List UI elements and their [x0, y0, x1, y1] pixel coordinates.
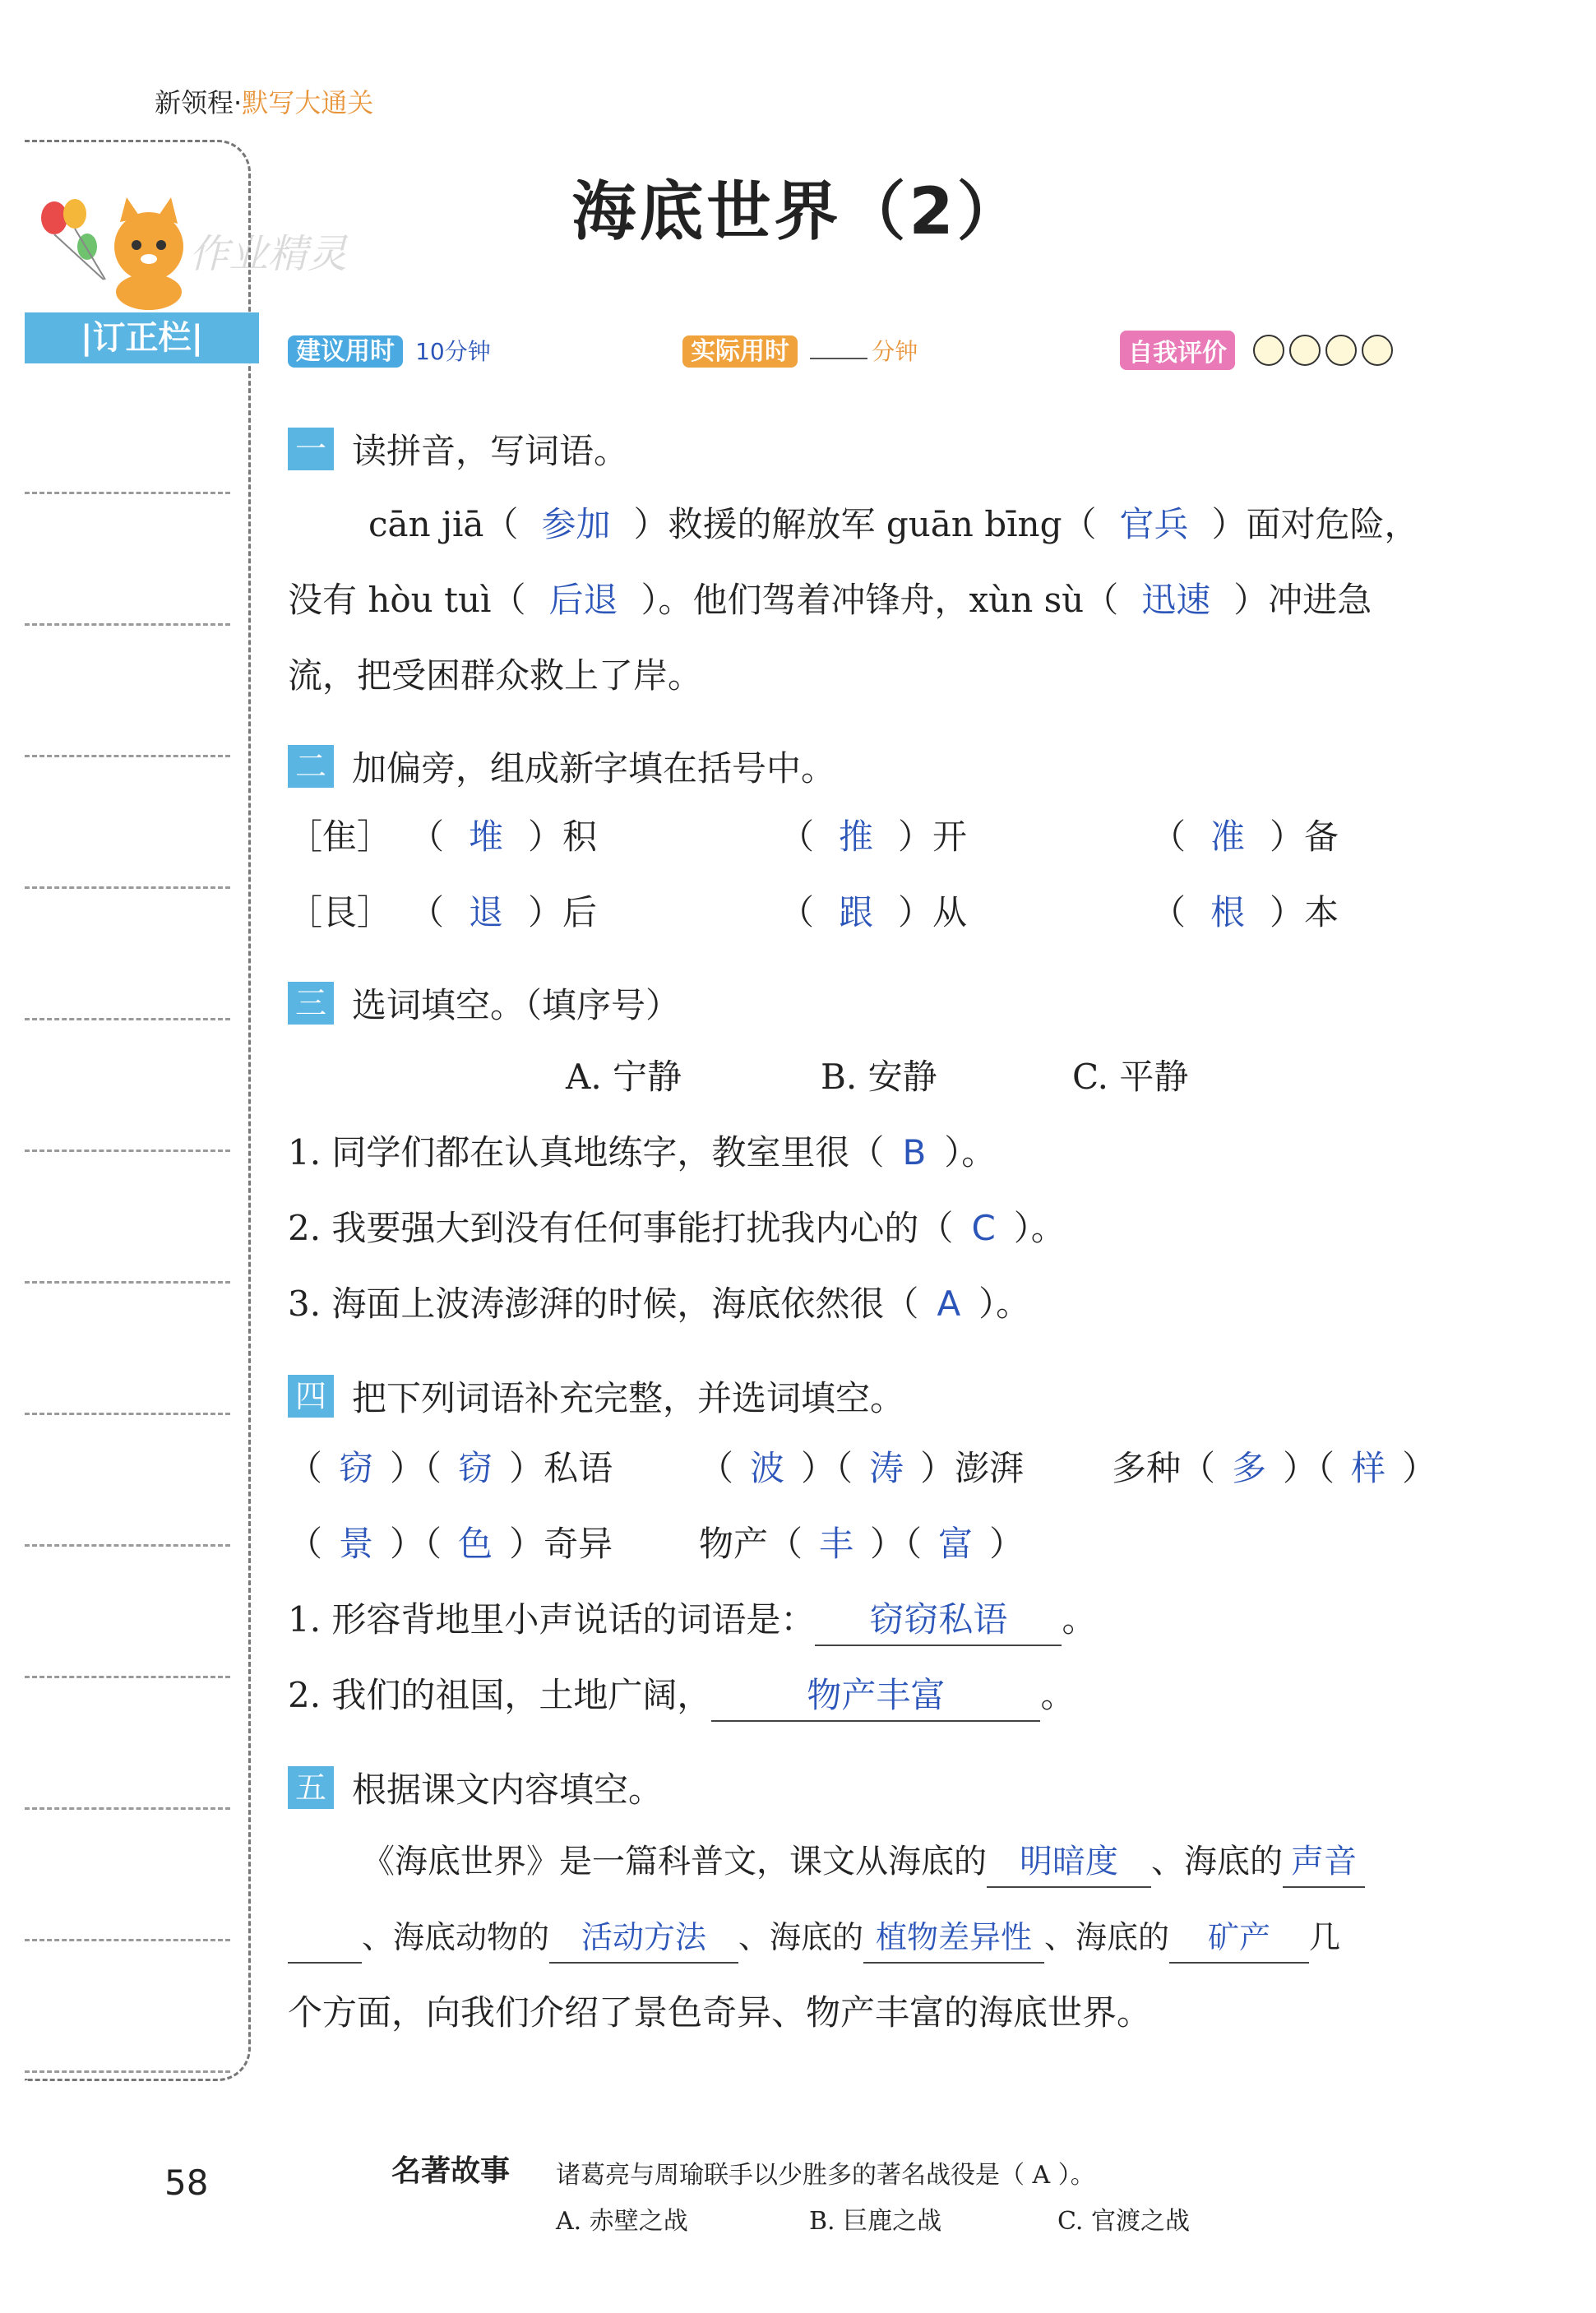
- actual-label: 实际用时: [682, 335, 798, 368]
- suggest-value: 10分钟: [415, 338, 491, 365]
- correction-rule: [25, 1413, 230, 1415]
- section-2-head: [288, 742, 835, 791]
- text: ）积: [528, 816, 598, 857]
- text: ）: [1402, 1448, 1437, 1488]
- text: ）冲进急: [1233, 580, 1372, 620]
- correction-column: [25, 140, 251, 2081]
- answer: 退: [469, 892, 504, 932]
- continued-blank: [288, 1913, 362, 1964]
- text: cān jiā（: [368, 504, 519, 544]
- text: ）私语: [509, 1448, 613, 1488]
- correction-label: |订正栏|: [25, 312, 259, 363]
- text: 1. 同学们都在认真地练字，教室里很（: [288, 1132, 885, 1173]
- famous-story-question: 诸葛亮与周瑜联手以少胜多的著名战役是（ A ）。: [556, 2161, 1095, 2190]
- s4-word-1: [288, 1444, 613, 1493]
- text: ）（: [870, 1524, 923, 1564]
- text: ）救援的解放军 guān bīng（: [633, 504, 1097, 544]
- s2-item: [1151, 888, 1339, 937]
- correction-rule: [25, 1807, 230, 1810]
- answer: 景: [339, 1524, 374, 1564]
- s3-question-1: [288, 1128, 996, 1177]
- answer: 推: [839, 816, 874, 857]
- answer: 后退: [548, 580, 618, 620]
- s3-option-c: C. 平静: [1072, 1057, 1189, 1097]
- text: ）。他们驾着冲锋舟，xùn sù（: [641, 580, 1119, 620]
- s4-word-3: [1112, 1444, 1436, 1493]
- text: 。: [1062, 1599, 1097, 1640]
- answer-blank: 植物差异性: [863, 1913, 1044, 1964]
- text: 《海底世界》是一篇科普文，课文从海底的: [362, 1843, 987, 1880]
- correction-rule: [25, 1544, 230, 1547]
- answer: 多: [1232, 1448, 1267, 1488]
- text: 2. 我们的祖国，土地广阔，: [288, 1675, 712, 1715]
- answer: 色: [458, 1524, 493, 1564]
- self-eval: [1120, 331, 1398, 370]
- answer: 丰: [819, 1524, 854, 1564]
- text: 。: [1040, 1675, 1076, 1715]
- answer: B: [902, 1132, 927, 1173]
- section-number: 二: [288, 745, 334, 788]
- series-subtitle: 默写大通关: [242, 87, 374, 118]
- section-number: 一: [288, 428, 334, 470]
- text: ）（: [390, 1448, 442, 1488]
- correction-rule: [25, 1939, 230, 1941]
- s2-row-1: [288, 812, 391, 862]
- answer: 富: [938, 1524, 974, 1564]
- text: （: [699, 1448, 734, 1488]
- s3-question-2: [288, 1204, 1066, 1253]
- text: （: [1151, 892, 1187, 932]
- text: ）开: [898, 816, 968, 857]
- s4-word-2: [699, 1444, 1024, 1493]
- text: ）（: [801, 1448, 854, 1488]
- text: （: [288, 1524, 323, 1564]
- text: 几: [1309, 1919, 1341, 1955]
- answer: 堆: [469, 816, 504, 857]
- section-title: 读拼音，写词语。: [352, 431, 629, 471]
- radical-key: ［隹］: [288, 816, 392, 857]
- radical-key: ［艮］: [288, 892, 392, 932]
- section-title: 根据课文内容填空。: [352, 1769, 664, 1810]
- section-1-head: [288, 424, 628, 474]
- text: ）面对危险，: [1211, 504, 1419, 544]
- answer: 窃: [339, 1448, 374, 1488]
- text: 1. 形容背地里小声说话的词语是：: [288, 1599, 816, 1640]
- answer: C: [971, 1208, 996, 1248]
- s2-item: [409, 812, 597, 862]
- answer-blank: 矿产: [1169, 1913, 1309, 1964]
- s2-item: [779, 812, 967, 862]
- answer: 官兵: [1119, 504, 1189, 544]
- text: 没有 hòu tuì（: [288, 580, 526, 620]
- smile-face-icon[interactable]: [1253, 335, 1284, 366]
- correction-rule: [25, 623, 230, 626]
- text: （: [409, 816, 445, 857]
- s5-line-3: 个方面，向我们介绍了景色奇异、物产丰富的海底世界。: [288, 1992, 1152, 2033]
- correction-rule: [25, 1281, 230, 1284]
- actual-unit: 分钟: [872, 338, 918, 365]
- text: （: [779, 892, 815, 932]
- page-number: 58: [164, 2163, 209, 2203]
- answer: 波: [750, 1448, 785, 1488]
- correction-rule: [25, 755, 230, 757]
- s1-line-2: [288, 576, 1372, 625]
- text: 3. 海面上波涛澎湃的时候，海底依然很（: [288, 1284, 919, 1324]
- text: ）备: [1270, 816, 1339, 857]
- text: ）（: [390, 1524, 442, 1564]
- actual-blank[interactable]: [810, 358, 867, 359]
- answer: 样: [1351, 1448, 1386, 1488]
- correction-rule: [25, 1018, 230, 1020]
- answer-blank: 明暗度: [987, 1837, 1151, 1888]
- text: 、海底的: [738, 1919, 864, 1955]
- section-number: 五: [288, 1766, 334, 1809]
- section-number: 三: [288, 982, 334, 1025]
- section-4-head: [288, 1372, 904, 1421]
- s5-line-2: [288, 1913, 1340, 1964]
- correction-rule: [25, 1676, 230, 1678]
- s4-word-4: [288, 1520, 613, 1569]
- s1-line-1: [368, 500, 1419, 549]
- correction-rule: [25, 2070, 230, 2073]
- s3-option-b: B. 安静: [821, 1057, 937, 1097]
- famous-story-title: 名著故事: [391, 2154, 511, 2188]
- answer: 涛: [869, 1448, 904, 1488]
- sad-face-icon[interactable]: [1325, 335, 1357, 366]
- watermark: 作业精灵: [189, 231, 348, 277]
- series-header: [155, 82, 373, 120]
- s4-question-1: [288, 1595, 1096, 1646]
- series-name: 新领程: [155, 87, 234, 118]
- page-title: 海底世界（2）: [571, 175, 1025, 249]
- text: ）。: [944, 1132, 997, 1173]
- answer: 准: [1210, 816, 1246, 857]
- section-title: 加偏旁，组成新字填在括号中。: [352, 748, 836, 789]
- text: 、海底动物的: [362, 1919, 550, 1955]
- text: ）澎湃: [920, 1448, 1025, 1488]
- answer: 迅速: [1141, 580, 1211, 620]
- neutral-face-icon[interactable]: [1289, 335, 1321, 366]
- header-dot: ·: [234, 87, 243, 118]
- text: （: [288, 1448, 323, 1488]
- text: ）。: [1013, 1208, 1066, 1248]
- text: 多种（: [1112, 1448, 1216, 1488]
- answer: 跟: [839, 892, 874, 932]
- section-3-head: [288, 978, 680, 1028]
- s3-question-3: [288, 1279, 1030, 1329]
- section-number: 四: [288, 1375, 334, 1418]
- answer-blank: 窃窃私语: [815, 1595, 1062, 1646]
- time-suggest: [288, 331, 491, 367]
- self-eval-label: 自我评价: [1120, 331, 1235, 370]
- s2-item: [1151, 812, 1339, 862]
- answer-blank: 活动方法: [549, 1913, 738, 1964]
- famous-story-option-c: C. 官渡之战: [1057, 2207, 1190, 2236]
- famous-story-option-b: B. 巨鹿之战: [809, 2207, 942, 2236]
- answer: 根: [1210, 892, 1246, 932]
- section-title: 选词填空。（填序号）: [352, 985, 681, 1025]
- correction-rule: [25, 886, 230, 889]
- famous-story-option-a: A. 赤壁之战: [556, 2207, 688, 2236]
- text: ）: [989, 1524, 1025, 1564]
- s4-word-5: [699, 1520, 1024, 1569]
- text: ）后: [528, 892, 598, 932]
- suggest-label: 建议用时: [288, 335, 403, 368]
- text: 、海底的: [1044, 1919, 1170, 1955]
- text: ）从: [898, 892, 968, 932]
- s1-line-3: 流，把受困群众救上了岸。: [288, 655, 703, 696]
- text: （: [779, 816, 815, 857]
- text: 、海底的: [1151, 1843, 1283, 1880]
- answer-blank: 物产丰富: [711, 1671, 1040, 1722]
- answer: A: [937, 1284, 961, 1324]
- section-5-head: [288, 1763, 663, 1812]
- text: ）奇异: [509, 1524, 613, 1564]
- s5-line-1: [362, 1837, 1365, 1888]
- text: ）本: [1270, 892, 1339, 932]
- correction-rule: [25, 1150, 230, 1152]
- text: ）。: [978, 1284, 1031, 1324]
- cry-face-icon[interactable]: [1362, 335, 1393, 366]
- text: 物产（: [699, 1524, 803, 1564]
- s3-option-a: A. 宁静: [566, 1057, 682, 1097]
- time-actual: [682, 331, 918, 367]
- correction-rule: [25, 492, 230, 494]
- text: ）（: [1283, 1448, 1335, 1488]
- answer: 窃: [458, 1448, 493, 1488]
- s4-question-2: [288, 1671, 1075, 1722]
- s2-item: [779, 888, 967, 937]
- s2-row-2: [288, 888, 391, 937]
- text: （: [1151, 816, 1187, 857]
- section-title: 把下列词语补充完整，并选词填空。: [352, 1378, 905, 1418]
- answer: 参加: [541, 504, 611, 544]
- answer-blank: 声音: [1283, 1837, 1365, 1888]
- text: （: [409, 892, 445, 932]
- s2-item: [409, 888, 597, 937]
- text: 2. 我要强大到没有任何事能打扰我内心的（: [288, 1208, 954, 1248]
